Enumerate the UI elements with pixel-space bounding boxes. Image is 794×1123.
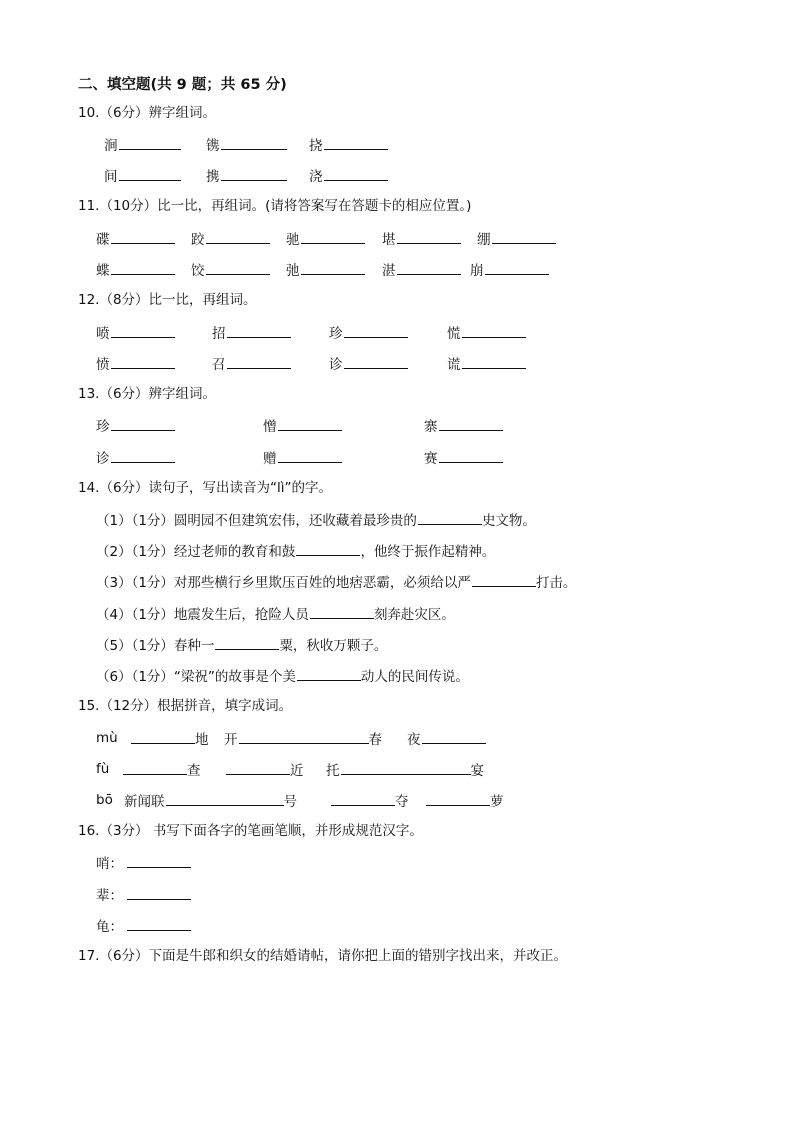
q11-item [96,260,175,280]
char-label: 龟： [96,919,123,935]
q12-item [96,323,175,343]
char: 蝶 [96,263,110,279]
word-part: 宴 [470,763,484,779]
char: 珍 [96,419,110,435]
answer-blank[interactable] [296,541,360,556]
sentence-text: （2）（1分）经过老师的教育和鼓 [96,544,296,560]
q14-sentence [96,635,387,655]
char: 跤 [191,232,205,248]
answer-blank[interactable] [111,323,175,338]
sentence-text: ，他终于振作起精神。 [360,544,496,560]
q11-item [470,260,549,280]
question-13-title: 13.（6分）辨字组词。 [78,386,217,402]
q16-item [96,885,191,905]
pinyin: fù [96,761,110,777]
q15-word [225,760,304,780]
word-part: 近 [290,763,304,779]
char: 绷 [477,232,491,248]
char: 驰 [286,232,300,248]
char: 喷 [96,326,110,342]
word-part: 夜 [407,732,421,748]
answer-blank[interactable] [111,354,175,369]
q13-item [96,416,175,436]
char-label: 哨： [96,856,123,872]
q16-item [96,853,191,873]
sentence-text: （3）（1分）对那些横行乡里欺压百姓的地痞恶霸，必须给以严 [96,575,471,591]
answer-blank[interactable] [227,323,291,338]
q12-item [447,323,526,343]
q11-item [191,229,270,249]
answer-blank[interactable] [418,510,482,525]
q15-row-bo [96,791,113,809]
char: 饺 [191,263,205,279]
answer-blank[interactable] [111,416,175,431]
char: 寨 [424,419,438,435]
q13-item [424,416,503,436]
answer-blank[interactable] [331,791,395,806]
q12-item [212,354,291,374]
char: 崩 [470,263,484,279]
q12-item [96,354,175,374]
char: 愤 [96,357,110,373]
answer-blank[interactable] [278,416,342,431]
char: 湛 [382,263,396,279]
sentence-text: 粟，秋收万颗子。 [279,638,388,654]
q10-item [206,166,287,186]
q10-item [309,166,388,186]
question-11-title: 11.（10分）比一比，再组词。(请将答案写在答题卡的相应位置。) [78,198,472,214]
answer-blank[interactable] [111,229,175,244]
q14-sentence [96,510,536,530]
pinyin: bō [96,792,113,808]
answer-blank[interactable] [227,354,291,369]
sentence-text: 史文物。 [481,513,536,529]
q14-sentence [96,541,495,561]
q15-word [122,760,201,780]
char: 携 [206,169,220,185]
answer-blank[interactable] [226,760,290,775]
char: 浇 [309,169,323,185]
word-part: 地 [195,732,209,748]
char: 赠 [263,451,277,467]
question-14-title: 14.（6分）读句子，写出读音为“lì”的字。 [78,480,333,496]
char: 诊 [329,357,343,373]
sentence-text: 刻奔赴灾区。 [373,607,455,623]
q15-word [330,791,409,811]
answer-blank[interactable] [344,354,408,369]
q12-item [329,323,408,343]
q13-item [424,448,503,468]
answer-blank[interactable] [111,260,175,275]
q11-item [382,260,461,280]
q12-item [212,323,291,343]
pinyin: mù [96,730,118,746]
answer-blank[interactable] [310,604,374,619]
q16-item [96,916,191,936]
q15-word [425,791,504,811]
q15-word [124,791,297,811]
q15-word [224,729,382,749]
word-part: 查 [187,763,201,779]
q10-item [309,135,388,155]
answer-blank[interactable] [215,635,279,650]
q11-item [96,229,175,249]
sentence-text: （1）（1分）圆明园不但建筑宏伟，还收藏着最珍贵的 [96,513,417,529]
answer-blank[interactable] [341,760,471,775]
q11-item [382,229,461,249]
answer-blank[interactable] [485,260,549,275]
word-part: 新闻联 [124,794,165,810]
q13-item [263,448,342,468]
char: 招 [212,326,226,342]
q10-item [104,135,181,155]
question-16-title: 16.（3分） 书写下面各字的笔画笔顺，并形成规范汉字。 [78,823,423,839]
word-part: 托 [326,763,340,779]
answer-blank[interactable] [127,853,191,868]
q12-item [447,354,526,374]
q10-item [104,166,181,186]
answer-blank[interactable] [123,760,187,775]
word-part: 春 [368,732,382,748]
q14-sentence [96,572,576,592]
q11-item [191,260,270,280]
char: 憎 [263,419,277,435]
word-part: 萝 [490,794,504,810]
answer-blank[interactable] [297,666,361,681]
answer-blank[interactable] [127,916,191,931]
char: 诊 [96,451,110,467]
char: 碟 [96,232,110,248]
q15-row-mu [96,729,118,747]
answer-blank[interactable] [239,729,369,744]
answer-blank[interactable] [422,729,486,744]
char: 镌 [206,138,220,154]
answer-blank[interactable] [127,885,191,900]
answer-blank[interactable] [301,260,365,275]
q10-item [206,135,287,155]
q11-item [286,260,365,280]
question-12-title: 12.（8分）比一比，再组词。 [78,292,257,308]
char: 慌 [447,326,461,342]
char: 珍 [329,326,343,342]
char: 挠 [309,138,323,154]
q11-item [286,229,365,249]
char: 赛 [424,451,438,467]
sentence-text: （5）（1分）春种一 [96,638,215,654]
q13-item [263,416,342,436]
answer-blank[interactable] [221,166,287,181]
q15-word [407,729,486,749]
question-15-title: 15.（12分）根据拼音，填字成词。 [78,698,293,714]
q14-sentence [96,604,455,624]
answer-blank[interactable] [344,323,408,338]
q13-item [96,448,175,468]
answer-blank[interactable] [119,135,181,150]
answer-blank[interactable] [397,260,461,275]
answer-blank[interactable] [492,229,556,244]
answer-blank[interactable] [131,729,195,744]
sentence-text: （4）（1分）地震发生后，抢险人员 [96,607,309,623]
question-17-title: 17.（6分）下面是牛郎和织女的结婚请帖，请你把上面的错别字找出来，并改正。 [78,948,568,964]
answer-blank[interactable] [397,229,461,244]
answer-blank[interactable] [462,354,526,369]
answer-blank[interactable] [472,572,536,587]
sentence-text: 动人的民间传说。 [360,669,469,685]
answer-blank[interactable] [462,323,526,338]
answer-blank[interactable] [324,135,388,150]
char: 召 [212,357,226,373]
q15-word [326,760,484,780]
q12-item [329,354,408,374]
answer-blank[interactable] [111,448,175,463]
char: 弛 [286,263,300,279]
answer-blank[interactable] [426,791,490,806]
q15-word [130,729,209,749]
char: 间 [104,169,118,185]
sentence-text: （6）（1分）“梁祝”的故事是个美 [96,669,296,685]
answer-blank[interactable] [301,229,365,244]
answer-blank[interactable] [166,791,284,806]
q14-sentence [96,666,469,686]
char: 谎 [447,357,461,373]
char-label: 辈： [96,888,123,904]
answer-blank[interactable] [206,229,270,244]
answer-blank[interactable] [206,260,270,275]
question-10-title: 10.（6分）辨字组词。 [78,105,217,121]
char: 堪 [382,232,396,248]
word-part: 号 [283,794,297,810]
q15-row-fu [96,760,109,778]
q11-item [477,229,556,249]
char: 涧 [104,138,118,154]
answer-blank[interactable] [439,448,503,463]
answer-blank[interactable] [119,166,181,181]
answer-blank[interactable] [439,416,503,431]
answer-blank[interactable] [278,448,342,463]
answer-blank[interactable] [221,135,287,150]
word-part: 开 [224,732,238,748]
word-part: 夺 [395,794,409,810]
section-title: 二、填空题(共 9 题；共 65 分) [78,77,287,93]
sentence-text: 打击。 [535,575,577,591]
answer-blank[interactable] [324,166,388,181]
